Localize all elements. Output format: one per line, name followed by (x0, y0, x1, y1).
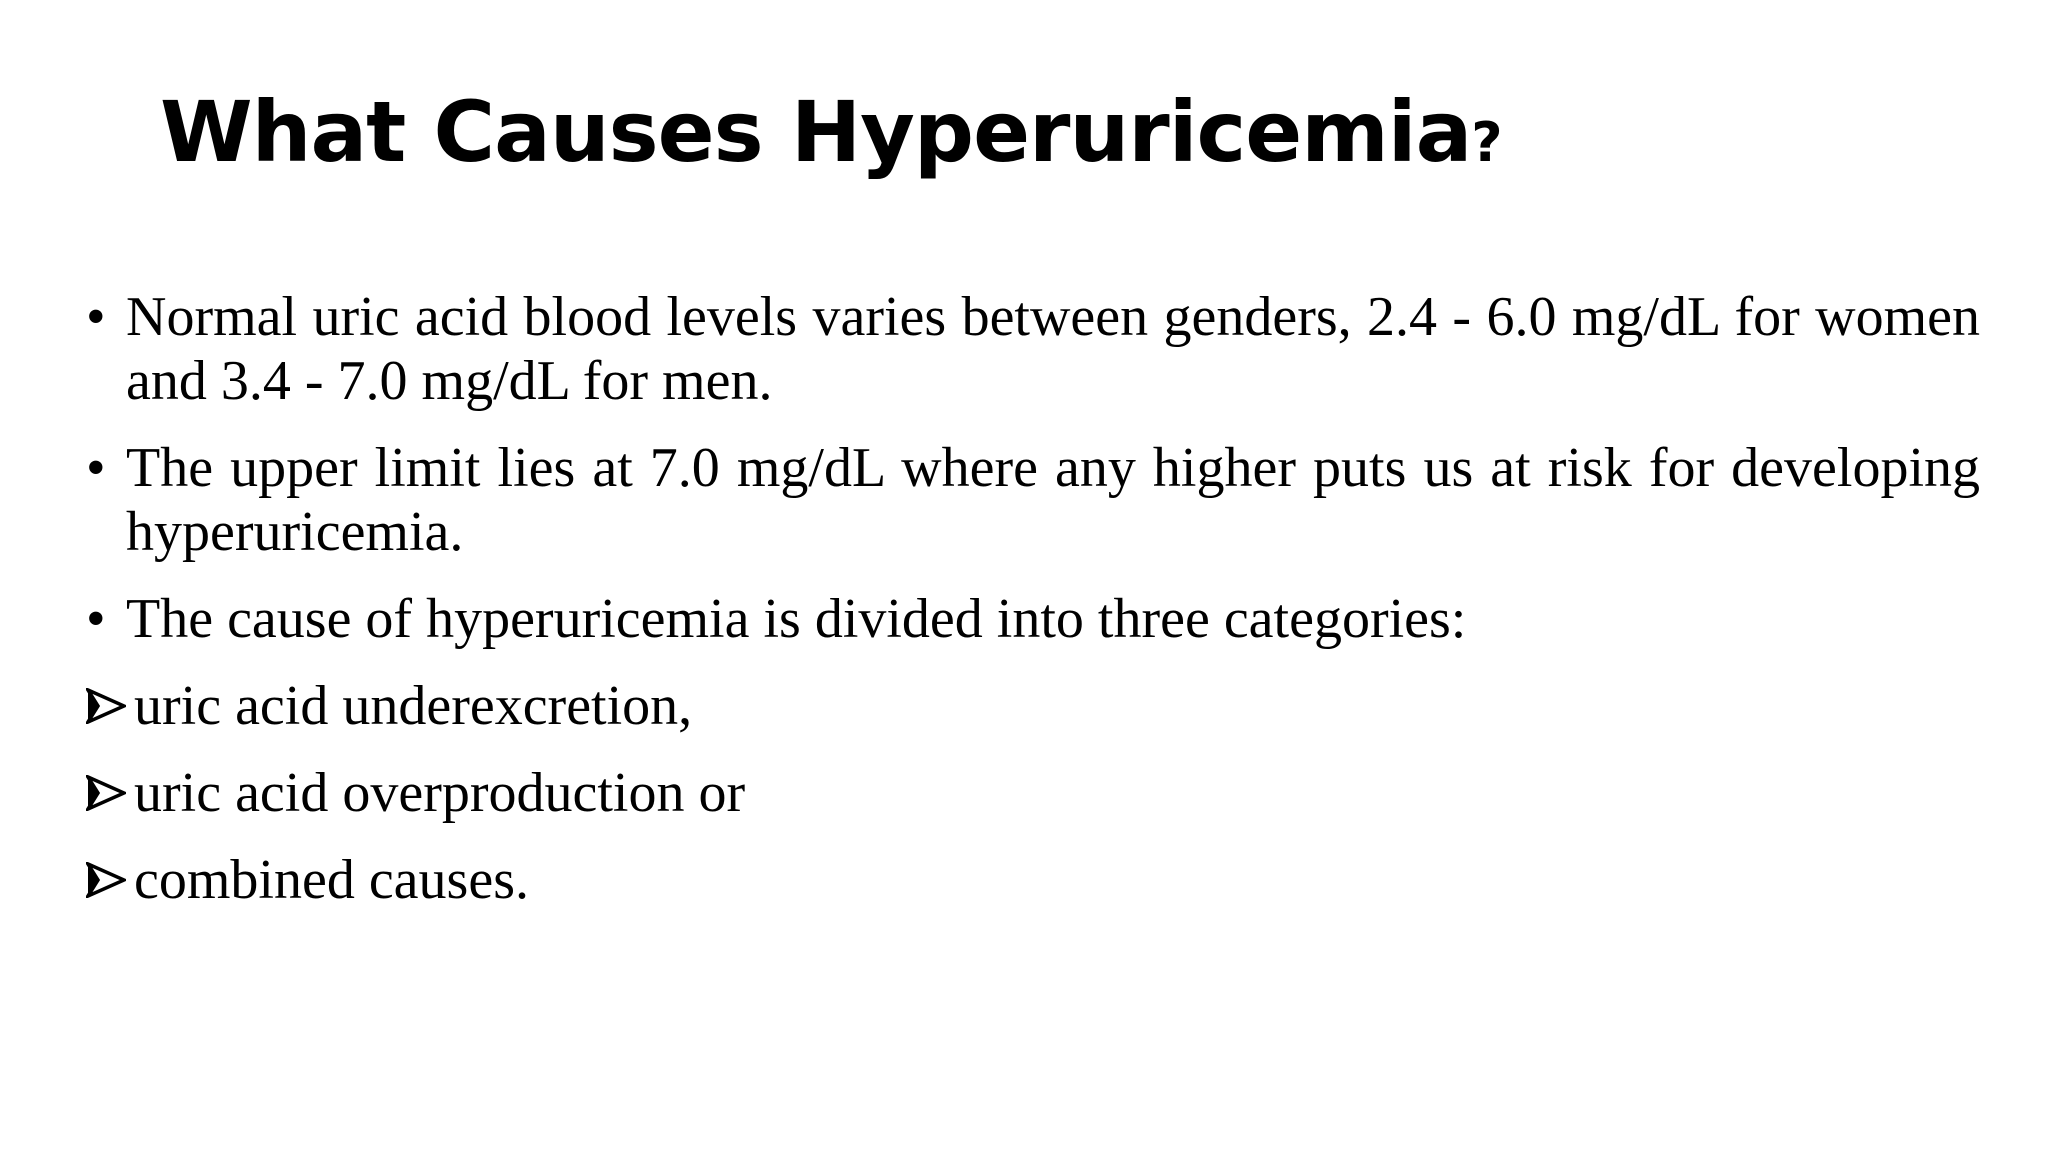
bullet-dot: • (86, 286, 106, 348)
sub-list-item (86, 674, 1980, 738)
sub-list-text: combined causes. (134, 849, 529, 911)
arrowhead-bullet-icon (86, 862, 126, 898)
sub-list-text: uric acid underexcretion, (134, 675, 693, 737)
bullet-dot: • (86, 588, 106, 650)
bullet-text: The upper limit lies at 7.0 mg/dL where any higher puts us at risk for developing hyperuricemia. (126, 437, 1980, 563)
arrowhead-bullet-icon (86, 688, 126, 724)
sub-list-item (86, 848, 1980, 912)
sub-list-item (86, 761, 1980, 825)
slide-title-text: What Causes Hyperuricemia (160, 83, 1472, 181)
bullet-text: The cause of hyperuricemia is divided into three categories: (126, 588, 1467, 650)
bullet-item (86, 436, 1980, 564)
arrowhead-bullet-icon (86, 775, 126, 811)
slide-title-question-mark: ? (1471, 111, 1503, 174)
slide-title (160, 72, 1503, 203)
bullet-item (86, 285, 1980, 413)
slide-body (86, 285, 1980, 935)
bullet-text: Normal uric acid blood levels varies between genders, 2.4 - 6.0 mg/dL for women and 3.4 - 7.0 mg/dL for men. (126, 286, 1980, 412)
sub-list-text: uric acid overproduction or (134, 762, 746, 824)
bullet-dot: • (86, 437, 106, 499)
bullet-item (86, 587, 1980, 651)
